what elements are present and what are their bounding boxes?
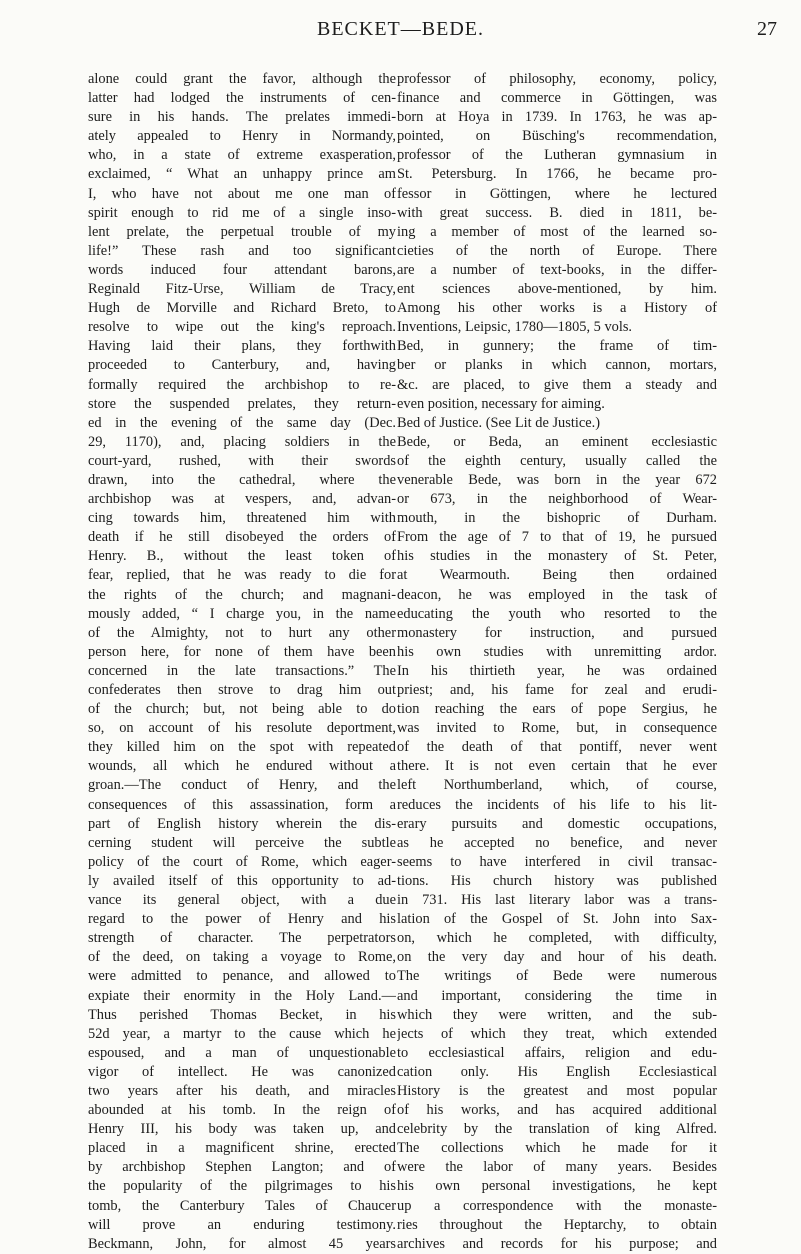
text-line: concerned in the late transactions.” The: [88, 662, 396, 679]
text-line: proceeded to Canterbury, and, having: [88, 357, 396, 374]
text-line: cerning student will perceive the subtle: [88, 834, 396, 851]
text-line: History is the greatest and most popular: [397, 1082, 717, 1099]
text-line: or 673, in the neighborhood of Wear-: [397, 491, 717, 508]
text-line: on the very day and hour of his death.: [397, 949, 717, 966]
text-line: expiate their enormity in the Holy Land.—: [88, 987, 396, 1004]
text-line: his studies in the monastery of St. Peter,: [397, 548, 717, 565]
text-line: on, which he completed, with difficulty,: [397, 930, 717, 947]
text-line: tions. His church history was published: [397, 872, 717, 889]
text-line: erary pursuits and domestic occupations,: [397, 815, 717, 832]
text-line: part of English history wherein the dis-: [88, 815, 396, 832]
running-title: BECKET—BEDE.: [317, 18, 484, 40]
text-line: his own personal investigations, he kept: [397, 1178, 717, 1195]
text-line: From the age of 7 to that of 19, he pursued: [397, 529, 717, 546]
text-line: exclaimed, “ What an unhappy prince am: [88, 166, 396, 183]
text-line: wounds, all which he endured without a: [88, 758, 396, 775]
text-line: archbishop was at vespers, and, advan-: [88, 491, 396, 508]
text-line: Inventions, Leipsic, 1780—1805, 5 vols.: [397, 319, 633, 336]
text-line: Henry III, his body was taken up, and: [88, 1121, 396, 1138]
text-line: cation only. His English Ecclesiastical: [397, 1063, 717, 1080]
text-line: Among his other works is a History of: [397, 300, 717, 317]
text-line: his own studies with unremitting ardor.: [397, 643, 717, 660]
text-line: fessor in Göttingen, where he lectured: [397, 185, 717, 202]
text-line: espoused, and a man of unquestionable: [88, 1044, 396, 1061]
text-line: mouth, in the bishopric of Durham.: [397, 510, 717, 527]
text-line: celebrity by the translation of king Alfred.: [397, 1121, 717, 1138]
text-line: Thus perished Thomas Becket, in his: [88, 1006, 396, 1023]
running-header: [0, 16, 801, 46]
text-line: archives and records for his purpose; and: [397, 1235, 717, 1252]
text-line: store the suspended prelates, they return-: [88, 395, 396, 412]
text-line: there. It is not even certain that he ever: [397, 758, 717, 775]
text-line: abounded at his tomb. In the reign of: [88, 1102, 396, 1119]
text-line: groan.—The conduct of Henry, and the: [88, 777, 396, 794]
text-line: of the death of that pontiff, never went: [397, 739, 717, 756]
text-line: 29, 1170), and, placing soldiers in the: [88, 433, 396, 450]
text-line: ly availed itself of this opportunity to ad-: [88, 872, 396, 889]
text-line: the popularity of the pilgrimages to his: [88, 1178, 396, 1195]
text-line: I, who have not about me one man of: [88, 185, 396, 202]
text-line: alone could grant the favor, although the: [88, 71, 396, 87]
text-line: seems to have interfered in civil transac-: [397, 853, 717, 870]
text-line: are a number of text-books, in the differ-: [397, 261, 717, 278]
text-line: up a correspondence with the monaste-: [397, 1197, 717, 1214]
text-line: In his thirtieth year, he was ordained: [397, 662, 717, 679]
text-line: regard to the power of Henry and his: [88, 911, 396, 928]
page-number: 27: [757, 18, 777, 40]
text-line: words induced four attendant barons,: [88, 261, 396, 278]
text-line: educating the youth who resorted to the: [397, 605, 717, 622]
text-line: Bed of Justice. (See Lit de Justice.): [397, 414, 601, 431]
text-line: person here, for none of them have been: [88, 643, 396, 660]
text-line: jects of which they treat, which extended: [397, 1025, 717, 1042]
text-line: of the deed, on taking a voyage to Rome,: [88, 949, 396, 966]
text-line: at Wearmouth. Being then ordained: [397, 567, 717, 584]
text-line: lation of the Gospel of St. John into Sax-: [397, 911, 717, 928]
right-column: [397, 70, 717, 1254]
text-line: with great success. B. died in 1811, be-: [397, 204, 717, 221]
text-line: as he accepted no benefice, and never: [397, 834, 717, 851]
text-line: St. Petersburg. In 1766, he became pro-: [397, 166, 717, 183]
text-line: Henry. B., without the least token of: [88, 548, 396, 565]
text-line: even position, necessary for aiming.: [397, 395, 605, 412]
text-line: Having laid their plans, they forthwith: [88, 338, 396, 355]
text-line: policy of the court of Rome, which eager-: [88, 853, 396, 870]
text-line: the rights of the church; and magnani-: [88, 586, 396, 603]
text-line: Hugh de Morville and Richard Breto, to: [88, 300, 396, 317]
text-line: ent sciences above-mentioned, by him.: [397, 281, 717, 298]
text-line: to ecclesiastical affairs, religion and edu-: [397, 1044, 717, 1061]
text-line: was invited to Rome, but, in consequence: [397, 720, 717, 737]
text-line: sure in his hands. The prelates immedi-: [88, 109, 396, 126]
text-line: venerable Bede, was born in the year 672: [397, 471, 717, 488]
text-line: deacon, he was employed in the task of: [397, 586, 717, 603]
text-line: tomb, the Canterbury Tales of Chaucer: [88, 1197, 396, 1214]
text-line: resolve to wipe out the king's reproach.: [88, 319, 396, 336]
text-line: The collections which he made for it: [397, 1140, 717, 1157]
text-line: which they were written, and the sub-: [397, 1006, 717, 1023]
text-line: consequences of this assassination, form a: [88, 796, 396, 813]
text-line: mously added, “ I charge you, in the name: [88, 605, 396, 622]
text-line: Bed, in gunnery; the frame of tim-: [397, 338, 717, 355]
text-line: Reginald Fitz-Urse, William de Tracy,: [88, 281, 396, 298]
text-line: reduces the incidents of his life to his lit-: [397, 796, 717, 813]
text-line: court-yard, rushed, with their swords: [88, 452, 396, 469]
text-line: 52d year, a martyr to the cause which he: [88, 1025, 396, 1042]
text-line: tion reaching the ears of pope Sergius, he: [397, 701, 717, 718]
text-line: lent prelate, the perpetual trouble of my: [88, 223, 396, 240]
text-line: will prove an enduring testimony.: [88, 1216, 396, 1233]
text-line: confederates then strove to drag him out: [88, 682, 396, 698]
text-line: in 731. His last literary labor was a trans-: [397, 892, 717, 909]
text-line: who, in a state of extreme exasperation,: [88, 147, 396, 164]
text-line: vigor of intellect. He was canonized: [88, 1063, 396, 1080]
text-line: ed in the evening of the same day (Dec.: [88, 414, 396, 431]
text-line: spirit enough to rid me of a single inso-: [88, 204, 396, 221]
text-line: placed in a magnificent shrine, erected: [88, 1140, 396, 1157]
text-line: vance its general object, with a due: [88, 892, 396, 909]
text-line: of his works, and has acquired additional: [397, 1102, 717, 1119]
text-line: &c. are placed, to give them a steady and: [397, 376, 717, 393]
text-line: two years after his death, and miracles: [88, 1082, 396, 1099]
text-line: cing towards him, threatened him with: [88, 510, 396, 527]
text-line: left Northumberland, which, of course,: [397, 777, 717, 794]
text-line: ing a member of most of the learned so-: [397, 223, 717, 240]
text-line: were admitted to penance, and allowed to: [88, 968, 396, 985]
text-line: were the labor of many years. Besides: [397, 1159, 717, 1176]
text-line: professor of the Lutheran gymnasium in: [397, 147, 717, 164]
text-line: ries throughout the Heptarchy, to obtain: [397, 1216, 717, 1233]
text-line: born at Hoya in 1739. In 1763, he was ap-: [397, 109, 717, 126]
text-line: formally required the archbishop to re-: [88, 376, 396, 393]
text-line: cieties of the north of Europe. There: [397, 242, 717, 259]
text-line: death if he still disobeyed the orders of: [88, 529, 396, 546]
text-line: and important, considering the time in: [397, 987, 717, 1004]
text-line: Bede, or Beda, an eminent ecclesiastic: [397, 433, 717, 450]
text-line: by archbishop Stephen Langton; and of: [88, 1159, 396, 1176]
text-line: they killed him on the spot with repeated: [88, 739, 396, 756]
text-line: Beckmann, John, for almost 45 years: [88, 1235, 396, 1252]
left-column: [88, 70, 396, 1254]
text-line: life!” These rash and too significant: [88, 242, 396, 259]
text-line: of the eighth century, usually called the: [397, 452, 717, 469]
text-line: monastery for instruction, and pursued: [397, 624, 717, 641]
text-line: drawn, into the cathedral, where the: [88, 471, 396, 488]
text-line: priest; and, his fame for zeal and erudi-: [397, 682, 717, 698]
text-line: ber or planks in which cannon, mortars,: [397, 357, 717, 374]
text-line: ately appealed to Henry in Normandy,: [88, 128, 396, 145]
text-line: so, on account of his resolute deportment,: [88, 720, 396, 737]
text-line: of the church; but, not being able to do: [88, 701, 396, 718]
text-line: pointed, on Büsching's recommendation,: [397, 128, 717, 145]
text-line: professor of philosophy, economy, policy,: [397, 71, 717, 87]
text-line: fear, replied, that he was ready to die for: [88, 567, 396, 584]
text-line: of the Almighty, not to hurt any other: [88, 624, 396, 641]
text-line: The writings of Bede were numerous: [397, 968, 717, 985]
text-line: strength of character. The perpetrators: [88, 930, 396, 947]
text-line: latter had lodged the instruments of cen-: [88, 90, 396, 107]
text-line: finance and commerce in Göttingen, was: [397, 90, 717, 107]
